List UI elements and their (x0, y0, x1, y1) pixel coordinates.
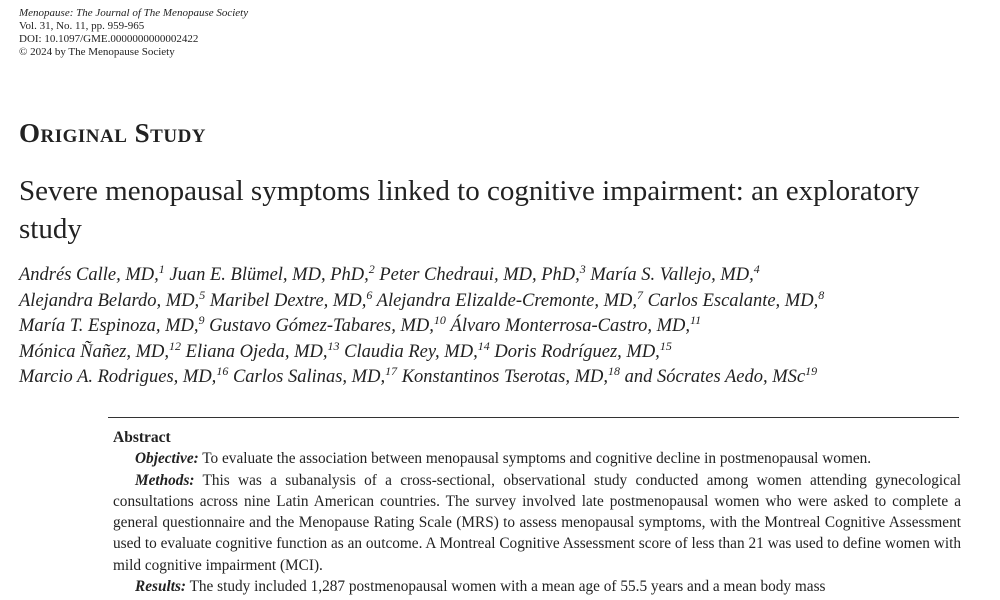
author-name[interactable]: Eliana Ojeda, MD, (185, 341, 328, 362)
affiliation-marker: 10 (433, 313, 446, 327)
author-name[interactable]: Andrés Calle, MD, (19, 265, 159, 285)
affiliation-marker: 19 (805, 364, 818, 378)
journal-name: Menopause: The Journal of The Menopause Society (19, 7, 249, 19)
doi[interactable]: DOI: 10.1097/GME.0000000000002422 (19, 33, 199, 45)
affiliation-marker: 4 (753, 262, 760, 276)
affiliation-marker: 5 (199, 287, 206, 302)
affiliation-marker: 17 (385, 364, 398, 378)
author-name[interactable]: Maribel Dextre, MD, (209, 290, 367, 311)
abstract (113, 427, 961, 597)
author-name[interactable]: Carlos Escalante, MD, (647, 290, 819, 311)
author-name[interactable]: Álvaro Monterrosa-Castro, MD, (450, 316, 690, 336)
section-text-objective: To evaluate the association between menopausal symptoms and cognitive decline in postmenopausal women. (202, 450, 872, 468)
affiliation-marker: 15 (659, 338, 672, 353)
affiliation-marker: 12 (169, 338, 182, 353)
affiliation-marker: 6 (366, 287, 373, 302)
abstract-objective (113, 448, 961, 469)
section-label: Original Study (19, 118, 207, 148)
affiliation-marker: 14 (477, 338, 490, 353)
abstract-heading: Abstract (113, 429, 171, 446)
author-name[interactable]: Gustavo Gómez-Tabares, MD, (209, 316, 434, 336)
author-name[interactable]: Alejandra Elizalde-Cremonte, MD, (376, 290, 637, 311)
article-title: Severe menopausal symptoms linked to cognitive impairment: an exploratory study (19, 175, 920, 245)
author-name[interactable]: Mónica Ñañez, MD, (19, 341, 170, 362)
journal-header (19, 7, 248, 59)
section-label-results: Results: (135, 578, 186, 596)
author-name[interactable]: Marcio A. Rodrigues, MD, (19, 367, 217, 387)
affiliation-marker: 3 (579, 262, 586, 276)
author-name[interactable]: Claudia Rey, MD, (344, 341, 478, 362)
affiliation-marker: 8 (818, 287, 825, 302)
section-label-methods: Methods: (135, 471, 195, 489)
author-name[interactable]: Doris Rodríguez, MD, (494, 341, 660, 362)
author-name[interactable]: Alejandra Belardo, MD, (19, 290, 200, 311)
copyright: © 2024 by The Menopause Society (19, 46, 175, 58)
affiliation-marker: 16 (216, 364, 229, 378)
author-name[interactable]: and Sócrates Aedo, MSc (624, 367, 806, 387)
divider (108, 417, 959, 418)
author-name[interactable]: Peter Chedraui, MD, PhD, (379, 265, 580, 285)
volume-info: Vol. 31, No. 11, pp. 959-965 (19, 20, 145, 32)
section-label-objective: Objective: (135, 450, 199, 468)
affiliation-marker: 2 (368, 262, 375, 276)
affiliation-marker: 13 (327, 338, 340, 353)
section-text-methods: This was a subanalysis of a cross-sectional, observational study conducted among women attending gynecological consultations across nine Latin American countries. The survey involved late postmenopausal women who were asked to complete a general questionnaire and the Menopause Rating Scale (MRS) to assess menopausal symptoms, with the Montreal Cognitive Assessment used to evaluate cognitive function as an outcome. A Montreal Cognitive Assessment score of less than 21 was used to define women with mild cognitive impairment (MCI). (113, 471, 961, 574)
author-name[interactable]: María S. Vallejo, MD, (590, 265, 754, 285)
affiliation-marker: 11 (690, 313, 702, 327)
abstract-results (113, 576, 961, 597)
author-list (19, 263, 994, 391)
author-name[interactable]: Juan E. Blümel, MD, PhD, (169, 265, 369, 285)
affiliation-marker: 1 (158, 262, 165, 276)
author-name[interactable]: Carlos Salinas, MD, (232, 367, 386, 387)
section-text-results: The study included 1,287 postmenopausal women with a mean age of 55.5 years and a mean body mass (189, 578, 826, 596)
affiliation-marker: 7 (636, 287, 643, 302)
abstract-methods (113, 470, 961, 576)
affiliation-marker: 18 (608, 364, 620, 378)
author-name[interactable]: Konstantinos Tserotas, MD, (401, 367, 608, 387)
author-name[interactable]: María T. Espinoza, MD, (19, 316, 199, 336)
affiliation-marker: 9 (198, 313, 205, 327)
